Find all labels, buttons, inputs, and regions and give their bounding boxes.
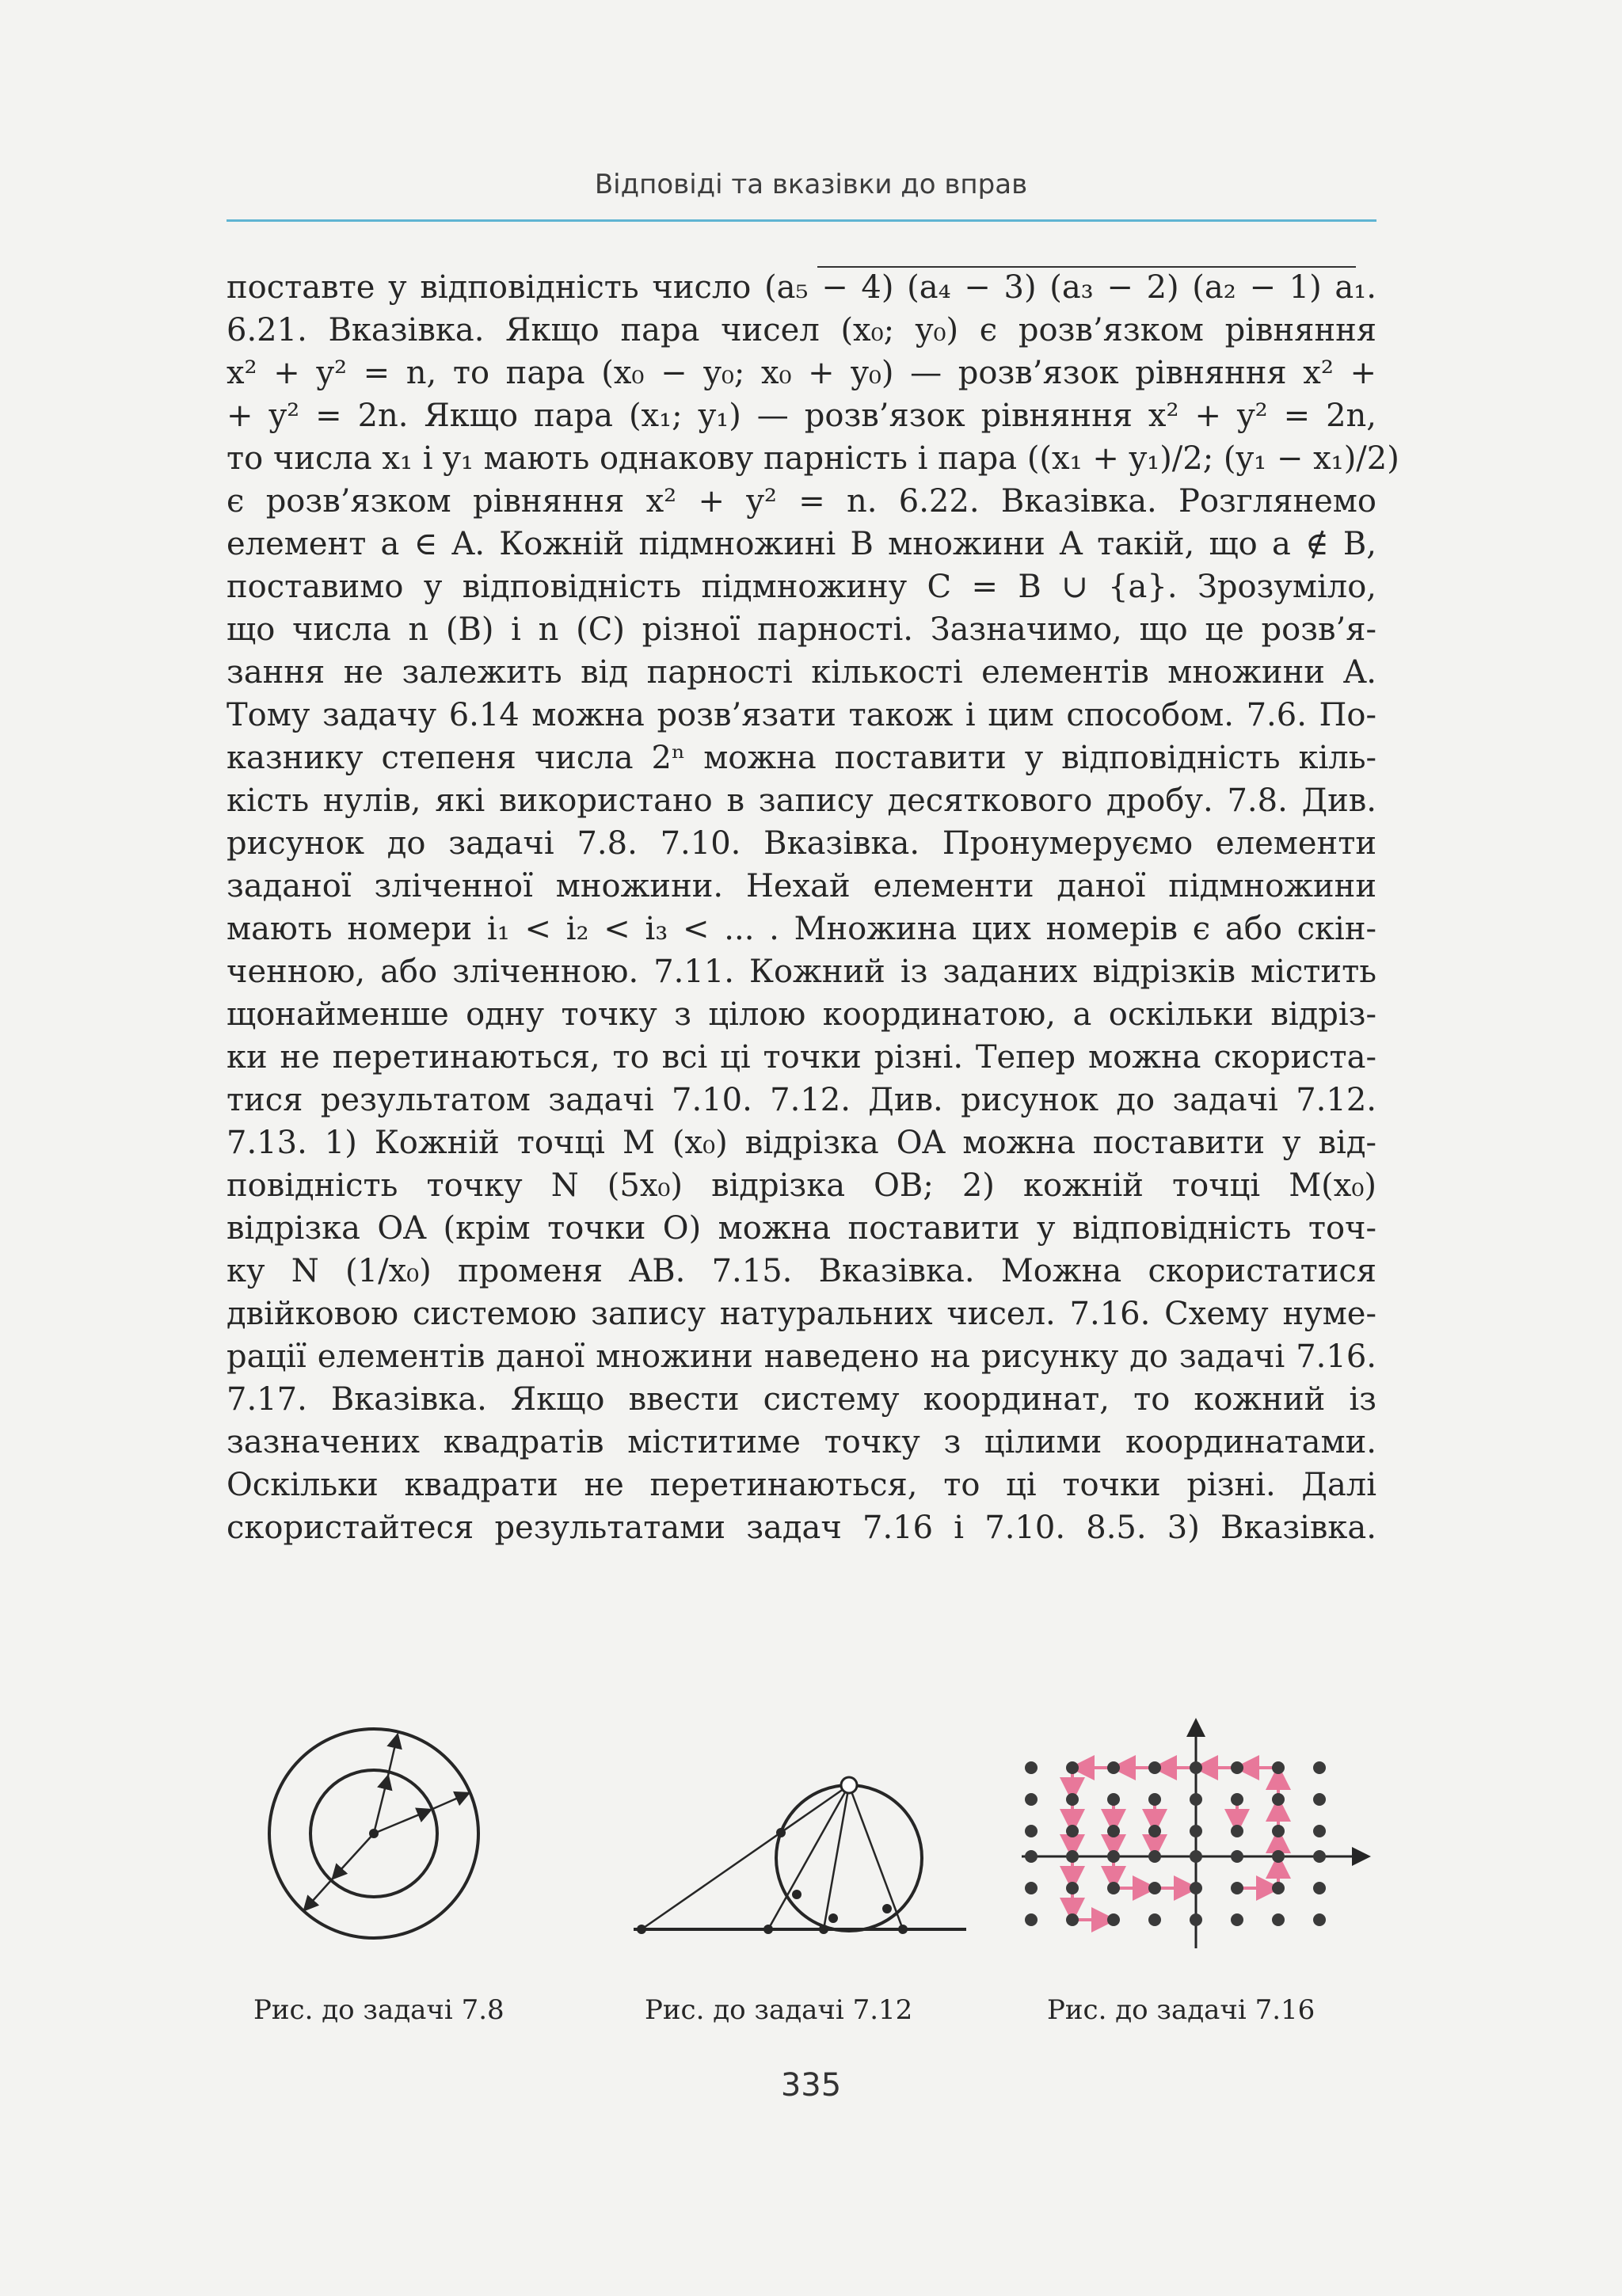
point xyxy=(776,1828,786,1837)
lattice-point xyxy=(1107,1913,1120,1926)
lattice-point xyxy=(1190,1793,1202,1806)
lattice-point xyxy=(1272,1882,1285,1894)
lattice-point xyxy=(1231,1850,1243,1863)
lattice-point xyxy=(1066,1882,1079,1894)
text-line: є розв’язком рівняння x² + y² = n. 6.22. Вказівка. Розглянемо xyxy=(227,483,1376,520)
point xyxy=(828,1913,838,1923)
lattice-point xyxy=(1148,1793,1161,1806)
text-line: ки не перетинаються, то всі ці точки різні. Тепер можна скориста- xyxy=(227,1039,1376,1076)
radius-arrow xyxy=(374,1810,431,1833)
lattice-point xyxy=(1148,1761,1161,1774)
text-line: щонайменше одну точку з цілою координатою, а оскільки відріз- xyxy=(227,996,1376,1033)
top-point xyxy=(841,1777,857,1793)
lattice-point xyxy=(1148,1882,1161,1894)
running-header: Відповіді та вказівки до вправ xyxy=(594,169,1028,200)
lattice-point xyxy=(1272,1761,1285,1774)
text-line: зазначених квадратів міститиме точку з цілими координатами. xyxy=(227,1424,1376,1460)
figure-7-12 xyxy=(626,1711,974,1948)
lattice-point xyxy=(1231,1913,1243,1926)
lattice-point xyxy=(1066,1913,1079,1926)
text-line: кість нулів, які використано в запису десяткового дробу. 7.8. Див. xyxy=(227,782,1376,819)
point xyxy=(763,1925,773,1934)
radius-arrow xyxy=(431,1793,469,1810)
text-line: 7.17. Вказівка. Якщо ввести систему координат, то кожний із xyxy=(227,1381,1376,1418)
lattice-point xyxy=(1313,1882,1326,1894)
point xyxy=(882,1904,892,1913)
point xyxy=(898,1925,908,1934)
lattice-point xyxy=(1313,1793,1326,1806)
lattice-point xyxy=(1107,1793,1120,1806)
radius-arrow xyxy=(333,1833,374,1879)
lattice-point xyxy=(1190,1825,1202,1837)
text-line: елемент a ∈ A. Кожній підмножині B множини A такій, що a ∉ B, xyxy=(227,526,1376,562)
text-line: що числа n (B) і n (C) різної парності. Зазначимо, що це розв’я- xyxy=(227,611,1376,648)
lattice-point xyxy=(1313,1850,1326,1863)
text-line: 6.21. Вказівка. Якщо пара чисел (x₀; y₀) є розв’язком рівняння xyxy=(227,312,1376,348)
lattice-point xyxy=(1272,1793,1285,1806)
lattice-point xyxy=(1190,1850,1202,1863)
text-line: поставимо у відповідність підмножину C = B ∪ {a}. Зрозуміло, xyxy=(227,569,1376,605)
caption-7-12: Рис. до задачі 7.12 xyxy=(645,1994,913,2026)
point xyxy=(819,1925,828,1934)
text-line: зання не залежить від парності кількості елементів множини A. xyxy=(227,654,1376,691)
lattice-point xyxy=(1272,1913,1285,1926)
lattice-point xyxy=(1190,1882,1202,1894)
caption-7-8: Рис. до задачі 7.8 xyxy=(253,1994,504,2026)
ray xyxy=(849,1785,903,1929)
lattice-point xyxy=(1066,1793,1079,1806)
header-rule xyxy=(227,219,1376,222)
text-line: + y² = 2n. Якщо пара (x₁; y₁) — розв’язок рівняння x² + y² = 2n, xyxy=(227,398,1376,434)
text-line: ку N (1/x₀) променя AB. 7.15. Вказівка. Можна скористатися xyxy=(227,1253,1376,1289)
text-line: x² + y² = n, то пара (x₀ − y₀; x₀ + y₀) — розв’язок рівняння x² + xyxy=(227,355,1376,391)
text-line: мають номери i₁ < i₂ < i₃ < ... . Множина цих номерів є або скін- xyxy=(227,911,1376,947)
lattice-point xyxy=(1148,1850,1161,1863)
lattice-point xyxy=(1148,1825,1161,1837)
lattice-point xyxy=(1231,1761,1243,1774)
lattice-point xyxy=(1190,1913,1202,1926)
lattice-point xyxy=(1190,1761,1202,1774)
lattice-point xyxy=(1025,1913,1038,1926)
lattice-point xyxy=(1066,1761,1079,1774)
lattice-point xyxy=(1313,1913,1326,1926)
lattice-point xyxy=(1025,1882,1038,1894)
lattice-point xyxy=(1313,1825,1326,1837)
lattice-point xyxy=(1066,1850,1079,1863)
text-line: ченною, або зліченною. 7.11. Кожний із заданих відрізків містить xyxy=(227,954,1376,990)
figure-7-16 xyxy=(1014,1711,1378,1948)
tangent-circle xyxy=(776,1785,922,1931)
lattice-point xyxy=(1313,1761,1326,1774)
text-line: скористайтеся результатами задач 7.16 і 7.10. 8.5. 3) Вказівка. xyxy=(227,1510,1376,1546)
lattice-point xyxy=(1272,1850,1285,1863)
text-line: відрізка OA (крім точки O) можна поставити у відповідність точ- xyxy=(227,1210,1376,1247)
text-line: заданої зліченної множини. Нехай елементи даної підмножини xyxy=(227,868,1376,904)
lattice-point xyxy=(1231,1793,1243,1806)
text-line: повідність точку N (5x₀) відрізка OB; 2) кожній точці M(x₀) xyxy=(227,1167,1376,1204)
text-line: 7.13. 1) Кожній точці M (x₀) відрізка OA можна поставити у від- xyxy=(227,1125,1376,1161)
lattice-point xyxy=(1231,1825,1243,1837)
text-line: Тому задачу 6.14 можна розв’язати також і цим способом. 7.6. По- xyxy=(227,697,1376,733)
lattice-point xyxy=(1107,1850,1120,1863)
text-line: двійковою системою запису натуральних чисел. 7.16. Схему нуме- xyxy=(227,1296,1376,1332)
point xyxy=(637,1925,646,1934)
lattice-point xyxy=(1231,1882,1243,1894)
lattice-point xyxy=(1025,1761,1038,1774)
lattice-point xyxy=(1025,1825,1038,1837)
lattice-point xyxy=(1107,1825,1120,1837)
text-line: рисунок до задачі 7.8. 7.10. Вказівка. Пронумеруємо елементи xyxy=(227,825,1376,862)
figure-7-8 xyxy=(261,1711,499,1948)
text-line: поставте у відповідність число (a₅ − 4) (a₄ − 3) (a₃ − 2) (a₂ − 1) a₁. xyxy=(227,269,1376,306)
lattice-point xyxy=(1148,1913,1161,1926)
text-line: рації елементів даної множини наведено на рисунку до задачі 7.16. xyxy=(227,1338,1376,1375)
radius-arrow xyxy=(374,1776,388,1833)
radius-arrow xyxy=(304,1879,333,1910)
page-number: 335 xyxy=(780,2067,842,2104)
text-line: казнику степеня числа 2ⁿ можна поставити у відповідність кіль- xyxy=(227,740,1376,776)
caption-7-16: Рис. до задачі 7.16 xyxy=(1047,1994,1315,2026)
lattice-point xyxy=(1107,1761,1120,1774)
lattice-point xyxy=(1107,1882,1120,1894)
lattice-point xyxy=(1066,1825,1079,1837)
ray xyxy=(642,1785,849,1929)
lattice-point xyxy=(1025,1850,1038,1863)
text-line: то числа x₁ і y₁ мають однакову парність і пара ((x₁ + y₁)/2; (y₁ − x₁)/2) xyxy=(227,440,1399,477)
lattice-point xyxy=(1272,1825,1285,1837)
lattice-point xyxy=(1025,1793,1038,1806)
text-line: тися результатом задачі 7.10. 7.12. Див. рисунок до задачі 7.12. xyxy=(227,1082,1376,1118)
point xyxy=(792,1890,801,1899)
radius-arrow xyxy=(388,1734,398,1776)
text-line: Оскільки квадрати не перетинаються, то ці точки різні. Далі xyxy=(227,1467,1376,1503)
